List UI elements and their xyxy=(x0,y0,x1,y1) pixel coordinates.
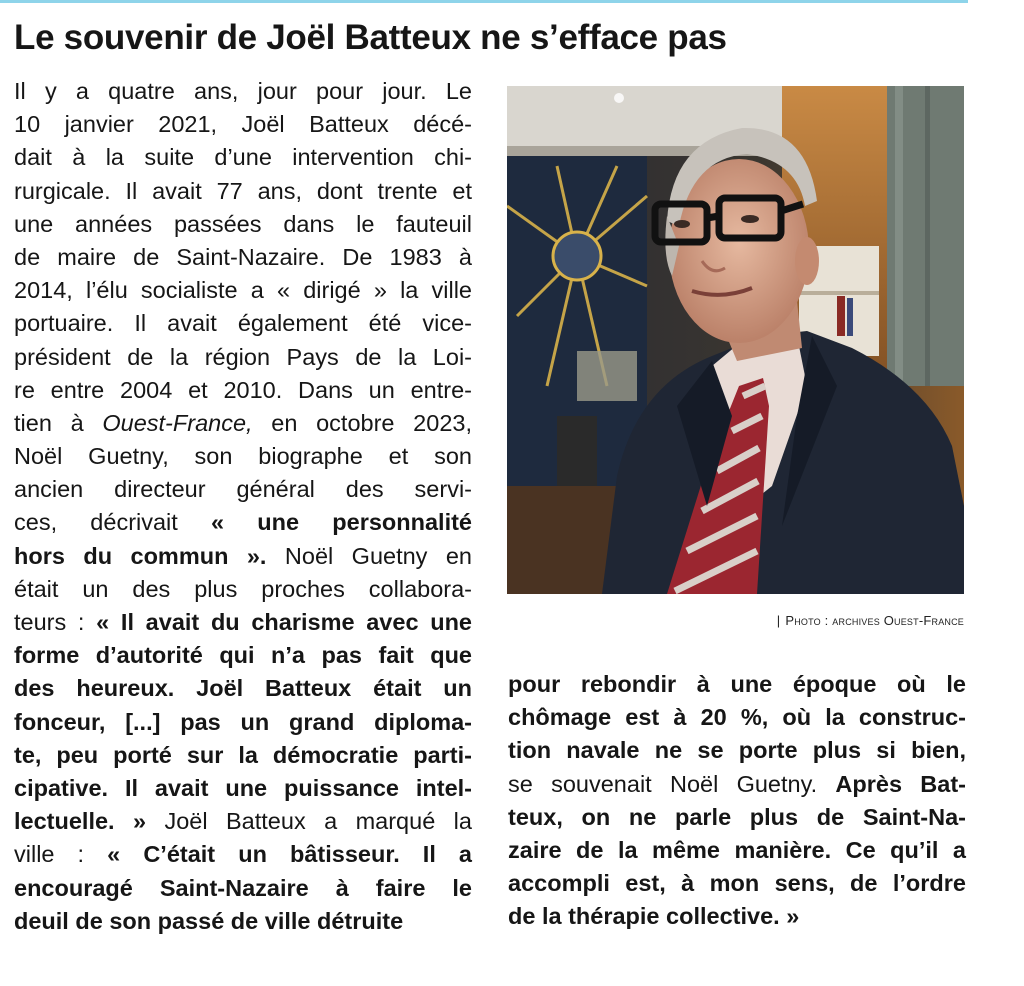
text-line xyxy=(14,440,472,473)
text-line xyxy=(14,905,472,938)
text-line xyxy=(14,473,472,506)
text-line xyxy=(14,606,472,639)
text-line xyxy=(508,701,966,734)
text-line xyxy=(14,141,472,174)
text-line xyxy=(14,872,472,905)
text-line xyxy=(14,208,472,241)
quote-text: Après Bat- xyxy=(835,770,966,797)
body-text: se souvenait Noël Guetny. xyxy=(508,770,836,797)
text-line xyxy=(14,838,472,871)
quote-text: encouragé Saint-Nazaire à faire le xyxy=(14,874,472,901)
text-line xyxy=(14,639,472,672)
text-line xyxy=(508,768,966,801)
body-text: portuaire. Il avait également été vice- xyxy=(14,310,472,337)
body-text: ville : xyxy=(14,841,108,868)
body-text: 10 janvier 2021, Joël Batteux décé- xyxy=(14,111,472,138)
quote-text: tion navale ne se porte plus si bien, xyxy=(508,737,966,764)
quote-text: forme d’autorité qui n’a pas fait que xyxy=(14,642,472,669)
caption-text: Photo : archives Ouest-France xyxy=(785,613,964,628)
article-headline: Le souvenir de Joël Batteux ne s’efface pas xyxy=(14,18,727,57)
body-text: Noël Guetny, son biographe et son xyxy=(14,443,472,470)
text-line xyxy=(14,540,472,573)
quote-text: cipative. Il avait une puissance intel- xyxy=(14,774,472,801)
text-line xyxy=(14,307,472,340)
text-line xyxy=(14,805,472,838)
text-line xyxy=(14,75,472,108)
text-line xyxy=(508,867,966,900)
body-text: ancien directeur général des servi- xyxy=(14,476,472,503)
quote-text: de la thérapie collective. » xyxy=(508,903,800,930)
body-text: une années passées dans le fauteuil xyxy=(14,210,472,237)
text-line xyxy=(14,407,472,440)
body-text: en octobre 2023, xyxy=(252,409,472,436)
body-text: Il y a quatre ans, jour pour jour. Le xyxy=(14,78,472,104)
quote-text: deuil de son passé de ville détruite xyxy=(14,907,404,934)
text-line xyxy=(14,706,472,739)
body-text: Noël Guetny en xyxy=(266,542,473,569)
text-line xyxy=(14,274,472,307)
text-line xyxy=(508,734,966,767)
text-line xyxy=(14,241,472,274)
text-line xyxy=(508,900,966,933)
body-text: président de la région Pays de la Loi- xyxy=(14,343,472,370)
quote-text: accompli est, à mon sens, de l’ordre xyxy=(508,870,966,897)
quote-text: « Il avait du charisme avec une xyxy=(96,609,472,635)
body-text: était un des plus proches collabora- xyxy=(14,575,472,602)
quote-text: teux, on ne parle plus de Saint-Na- xyxy=(508,803,966,830)
quote-text: pour rebondir à une époque où le xyxy=(508,671,966,697)
text-line xyxy=(14,506,472,539)
text-line xyxy=(508,834,966,867)
quote-text: zaire de la même manière. Ce qu’il a xyxy=(508,836,966,863)
portrait-photo xyxy=(507,86,964,594)
portrait-illustration xyxy=(507,86,964,594)
text-line xyxy=(508,801,966,834)
quote-text: fonceur, [...] pas un grand diploma- xyxy=(14,708,472,735)
body-text: tien à xyxy=(14,409,103,436)
quote-text: lectuelle. » xyxy=(14,808,147,835)
text-line xyxy=(14,175,472,208)
body-text: re entre 2004 et 2010. Dans un entre- xyxy=(14,376,472,403)
text-line xyxy=(14,739,472,772)
body-text: de maire de Saint-Nazaire. De 1983 à xyxy=(14,243,472,270)
text-line xyxy=(14,108,472,141)
quote-text: « C’était un bâtisseur. Il a xyxy=(107,841,472,868)
article-body-left-column xyxy=(14,75,472,938)
publication-name: Ouest-France, xyxy=(102,409,253,436)
quote-text: hors du commun ». xyxy=(14,542,267,569)
text-line xyxy=(508,668,966,701)
body-text: 2014, l’élu socialiste a « dirigé » la ville xyxy=(14,277,472,304)
text-line xyxy=(14,672,472,705)
photo-caption xyxy=(777,613,964,628)
article-body-right-column xyxy=(508,668,966,934)
body-text: dait à la suite d’une intervention chi- xyxy=(14,144,472,171)
body-text: ces, décrivait xyxy=(14,509,212,536)
quote-text: des heureux. Joël Batteux était un xyxy=(14,675,472,702)
quote-text: te, peu porté sur la démocratie parti- xyxy=(14,741,472,768)
text-line xyxy=(14,374,472,407)
body-text: Joël Batteux a marqué la xyxy=(146,808,472,835)
quote-text: « une personnalité xyxy=(211,509,472,536)
caption-bar: | xyxy=(776,613,781,628)
text-line xyxy=(14,573,472,606)
body-text: teurs : xyxy=(14,609,97,635)
body-text: rurgicale. Il avait 77 ans, dont trente et xyxy=(14,177,472,204)
quote-text: chômage est à 20 %, où la construc- xyxy=(508,704,966,731)
text-line xyxy=(14,772,472,805)
text-line xyxy=(14,341,472,374)
top-rule xyxy=(0,0,968,3)
